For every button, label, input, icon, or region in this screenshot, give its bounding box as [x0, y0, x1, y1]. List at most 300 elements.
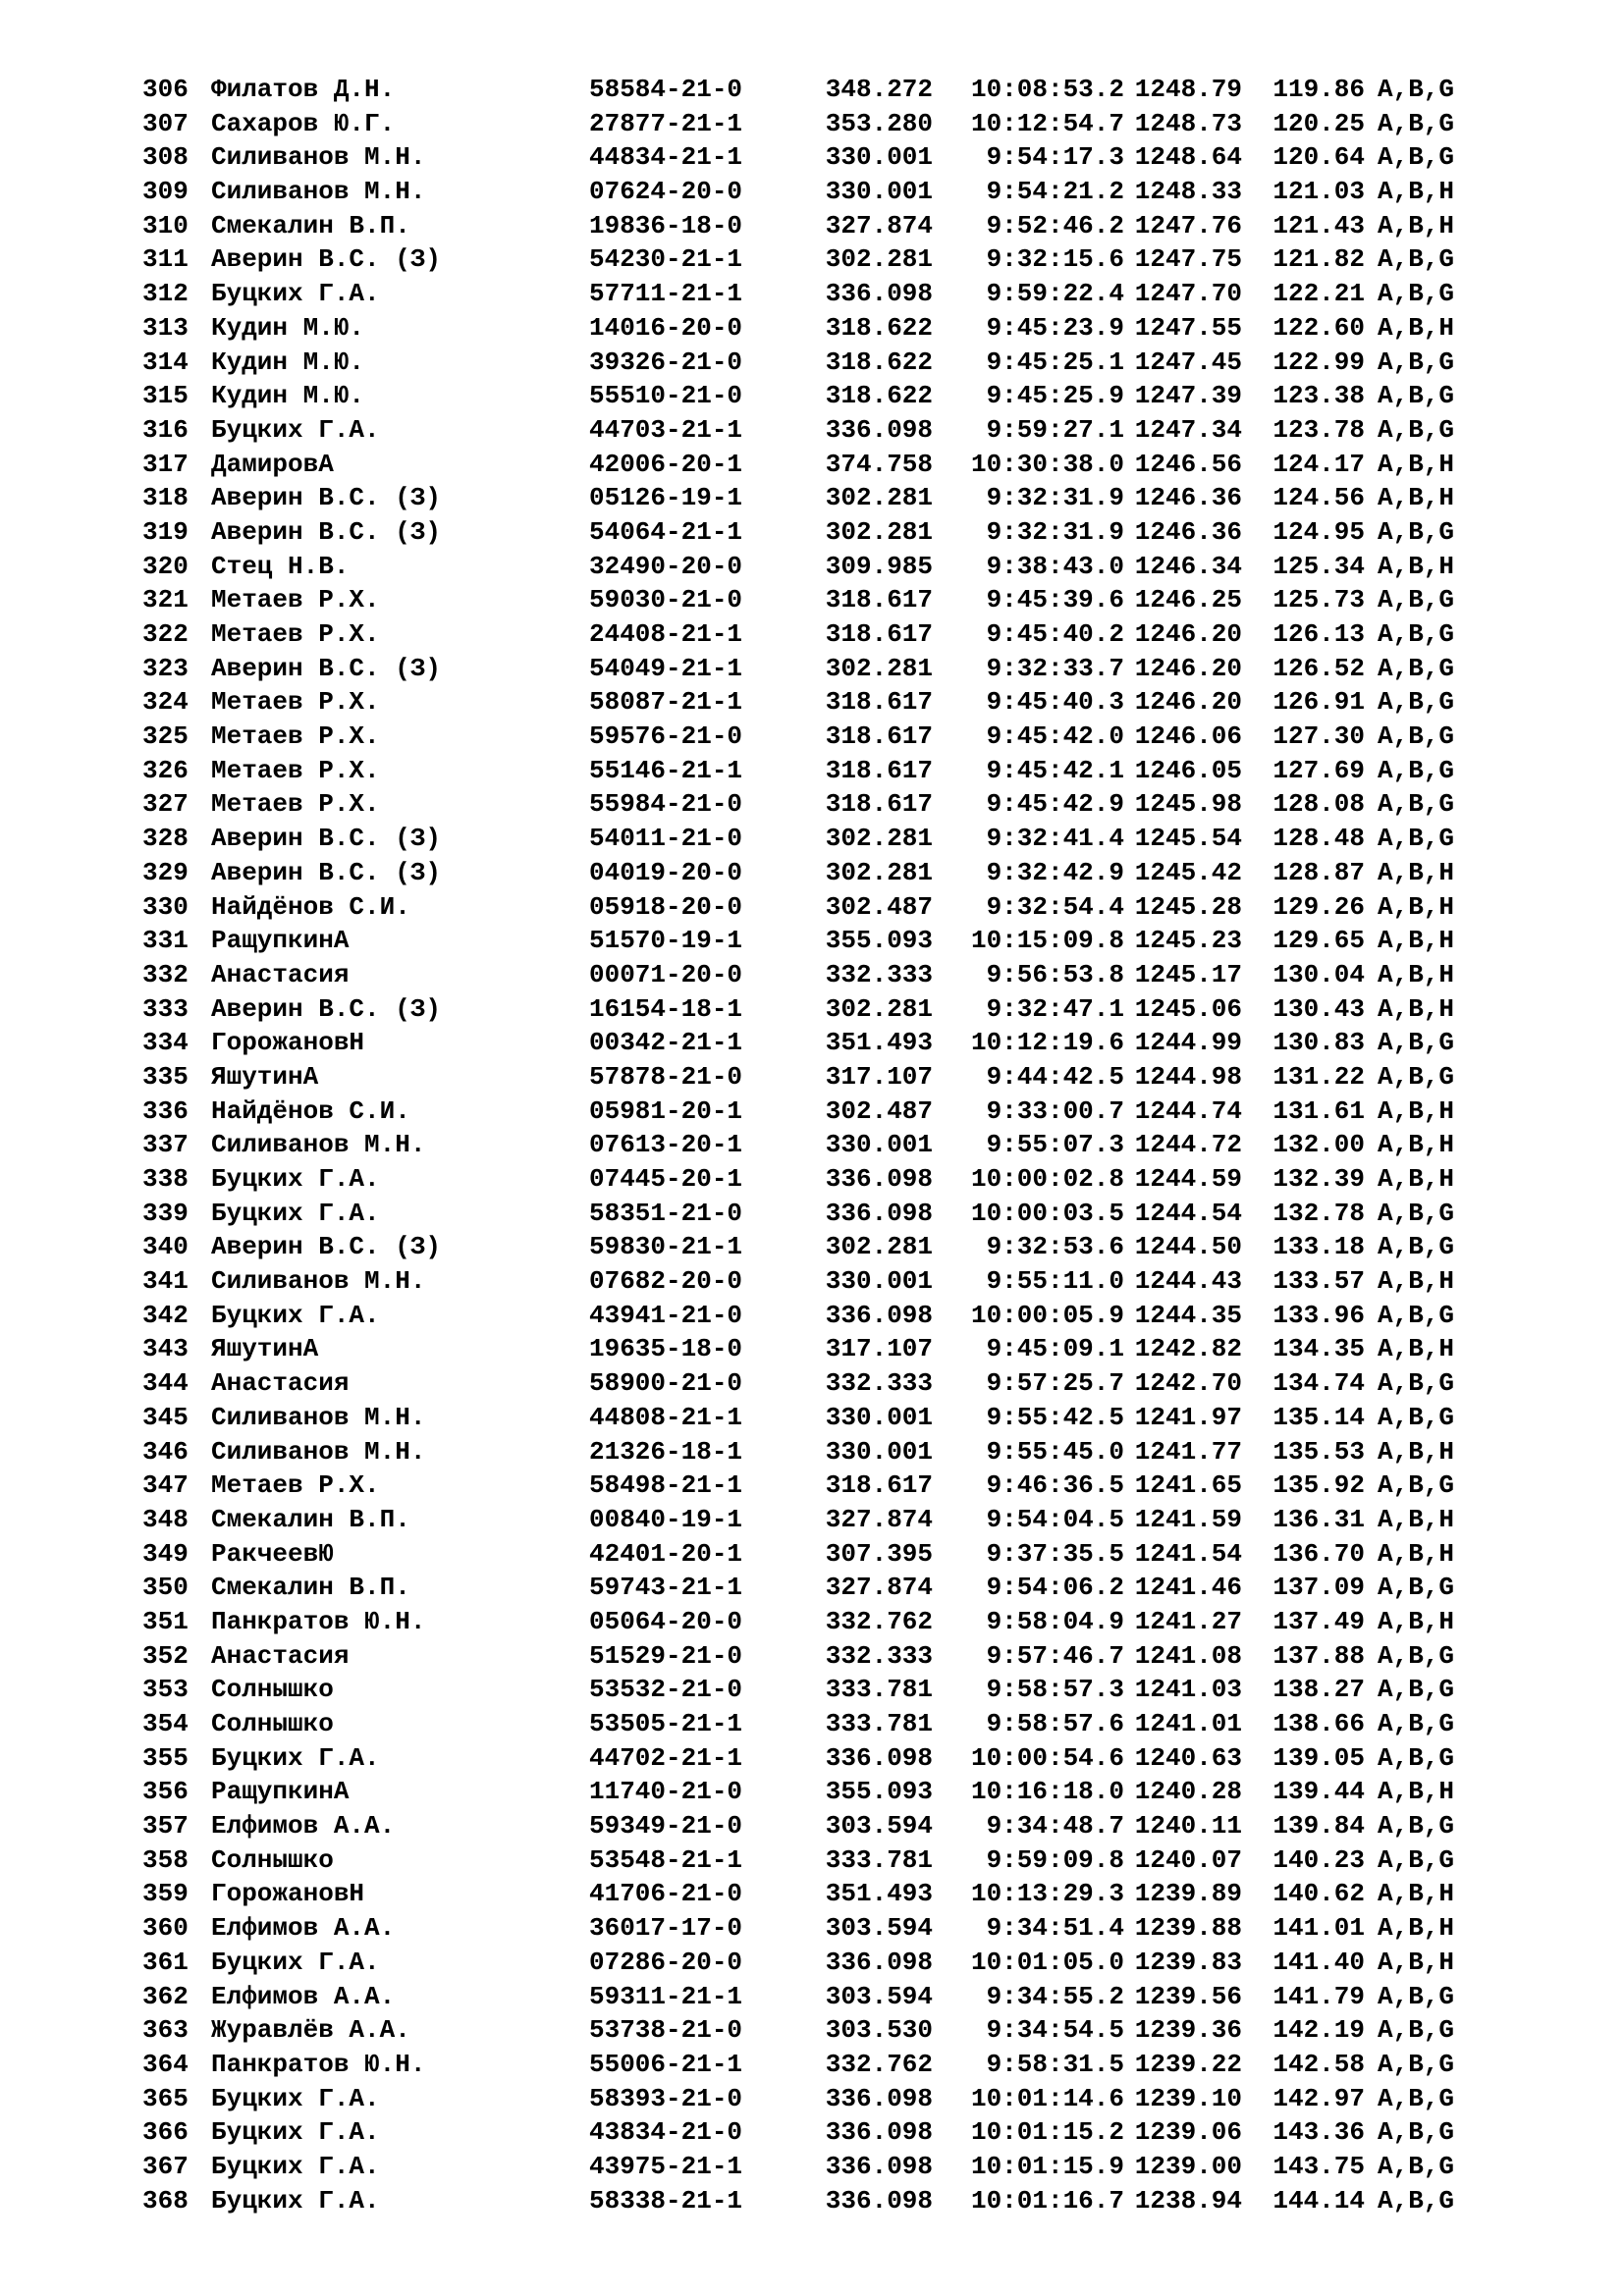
category-tags: A,B,G: [1378, 1844, 1455, 1875]
distance-km: 302.487: [825, 891, 933, 922]
distance-km: 318.617: [825, 721, 933, 752]
distance-km: 302.281: [825, 653, 933, 683]
category-tags: A,B,G: [1378, 1709, 1455, 1738]
arrival-time: 9:54:17.3: [986, 142, 1124, 173]
points-value: 122.21: [1272, 279, 1365, 309]
points-value: 127.69: [1272, 755, 1365, 785]
participant-name: Солнышко: [211, 1709, 334, 1738]
distance-km: 327.874: [825, 1573, 933, 1603]
points-value: 134.74: [1272, 1368, 1365, 1399]
speed-value: 1247.70: [1134, 279, 1242, 309]
table-row: [142, 992, 1454, 1027]
speed-value: 1239.89: [1134, 1879, 1242, 1909]
points-value: 130.04: [1272, 959, 1365, 989]
row-number: 317: [142, 449, 189, 479]
table-row: [142, 550, 1454, 584]
distance-km: 333.781: [825, 1844, 933, 1875]
table-row: [142, 1980, 1454, 2014]
arrival-time: 9:45:40.3: [986, 687, 1124, 718]
distance-km: 302.281: [825, 244, 933, 275]
ring-id: 59576-21-0: [589, 721, 743, 752]
participant-name: Буцких Г.А.: [211, 2185, 380, 2216]
category-tags: A,B,H: [1378, 1130, 1455, 1160]
table-row: [142, 1707, 1454, 1741]
ring-id: 21326-18-1: [589, 1436, 743, 1467]
speed-value: 1241.27: [1134, 1606, 1242, 1636]
distance-km: 302.281: [825, 1232, 933, 1262]
category-tags: A,B,H: [1378, 1538, 1455, 1569]
speed-value: 1239.36: [1134, 2015, 1242, 2046]
participant-name: Анастасия: [211, 1640, 350, 1671]
ring-id: 44834-21-1: [589, 142, 743, 173]
ring-id: 00342-21-1: [589, 1028, 743, 1058]
distance-km: 330.001: [825, 177, 933, 207]
category-tags: A,B,G: [1378, 2049, 1455, 2079]
arrival-time: 9:59:09.8: [986, 1844, 1124, 1875]
category-tags: A,B,G: [1378, 381, 1455, 411]
points-value: 139.05: [1272, 1742, 1365, 1773]
points-value: 141.01: [1272, 1913, 1365, 1944]
row-number: 364: [142, 2049, 189, 2079]
participant-name: Елфимов А.А.: [211, 1981, 396, 2011]
row-number: 367: [142, 2151, 189, 2181]
points-value: 131.22: [1272, 1061, 1365, 1092]
ring-id: 39326-21-0: [589, 347, 743, 377]
points-value: 127.30: [1272, 721, 1365, 752]
row-number: 318: [142, 483, 189, 513]
ring-id: 05064-20-0: [589, 1606, 743, 1636]
arrival-time: 9:32:54.4: [986, 891, 1124, 922]
ring-id: 42006-20-1: [589, 449, 743, 479]
table-row: [142, 2013, 1454, 2048]
category-tags: A,B,H: [1378, 993, 1455, 1024]
category-tags: A,B,G: [1378, 1981, 1455, 2011]
points-value: 130.83: [1272, 1028, 1365, 1058]
row-number: 328: [142, 824, 189, 854]
category-tags: A,B,G: [1378, 1573, 1455, 1603]
distance-km: 336.098: [825, 1300, 933, 1330]
points-value: 141.79: [1272, 1981, 1365, 2011]
points-value: 128.87: [1272, 857, 1365, 887]
distance-km: 336.098: [825, 1164, 933, 1194]
arrival-time: 9:34:51.4: [986, 1913, 1124, 1944]
row-number: 320: [142, 551, 189, 581]
category-tags: A,B,G: [1378, 1368, 1455, 1399]
distance-km: 302.281: [825, 993, 933, 1024]
distance-km: 336.098: [825, 2083, 933, 2113]
ring-id: 58351-21-0: [589, 1198, 743, 1228]
category-tags: A,B,H: [1378, 1913, 1455, 1944]
speed-value: 1245.54: [1134, 824, 1242, 854]
speed-value: 1247.55: [1134, 312, 1242, 343]
arrival-time: 10:08:53.2: [970, 75, 1124, 104]
speed-value: 1241.03: [1134, 1675, 1242, 1705]
participant-name: Буцких Г.А.: [211, 1300, 380, 1330]
arrival-time: 9:34:48.7: [986, 1811, 1124, 1842]
participant-name: ДамировА: [211, 449, 334, 479]
row-number: 368: [142, 2185, 189, 2216]
row-number: 340: [142, 1232, 189, 1262]
category-tags: A,B,G: [1378, 244, 1455, 275]
participant-name: ГорожановН: [211, 1879, 365, 1909]
category-tags: A,B,G: [1378, 142, 1455, 173]
arrival-time: 9:33:00.7: [986, 1095, 1124, 1126]
ring-id: 44702-21-1: [589, 1742, 743, 1773]
points-value: 136.31: [1272, 1504, 1365, 1534]
participant-name: Силиванов М.Н.: [211, 1436, 426, 1467]
distance-km: 332.762: [825, 2049, 933, 2079]
participant-name: Кудин М.Ю.: [211, 381, 365, 411]
ring-id: 05126-19-1: [589, 483, 743, 513]
distance-km: 330.001: [825, 1266, 933, 1297]
distance-km: 336.098: [825, 1742, 933, 1773]
ring-id: 54230-21-1: [589, 244, 743, 275]
arrival-time: 9:45:39.6: [986, 585, 1124, 615]
category-tags: A,B,G: [1378, 1300, 1455, 1330]
points-value: 132.39: [1272, 1164, 1365, 1194]
category-tags: A,B,H: [1378, 312, 1455, 343]
participant-name: Метаев Р.Х.: [211, 585, 380, 615]
category-tags: A,B,G: [1378, 789, 1455, 820]
arrival-time: 9:59:27.1: [986, 414, 1124, 445]
points-value: 125.34: [1272, 551, 1365, 581]
points-value: 139.84: [1272, 1811, 1365, 1842]
speed-value: 1246.20: [1134, 653, 1242, 683]
row-number: 313: [142, 312, 189, 343]
table-row: [142, 1230, 1454, 1264]
participant-name: Метаев Р.Х.: [211, 1470, 380, 1501]
table-row: [142, 140, 1454, 175]
ring-id: 19836-18-0: [589, 210, 743, 240]
participant-name: Силиванов М.Н.: [211, 1266, 426, 1297]
speed-value: 1246.25: [1134, 585, 1242, 615]
points-value: 126.13: [1272, 619, 1365, 649]
arrival-time: 9:58:04.9: [986, 1606, 1124, 1636]
table-row: [142, 1197, 1454, 1231]
table-row: [142, 73, 1454, 107]
row-number: 331: [142, 926, 189, 956]
distance-km: 351.493: [825, 1879, 933, 1909]
row-number: 350: [142, 1573, 189, 1603]
speed-value: 1241.08: [1134, 1640, 1242, 1671]
category-tags: A,B,H: [1378, 210, 1455, 240]
category-tags: A,B,G: [1378, 1232, 1455, 1262]
results-list: [142, 73, 1454, 2217]
arrival-time: 9:34:54.5: [986, 2015, 1124, 2046]
table-row: [142, 1946, 1454, 1980]
ring-id: 07445-20-1: [589, 1164, 743, 1194]
table-row: [142, 209, 1454, 243]
points-value: 124.56: [1272, 483, 1365, 513]
speed-value: 1246.36: [1134, 516, 1242, 547]
table-row: [142, 1673, 1454, 1707]
speed-value: 1244.59: [1134, 1164, 1242, 1194]
arrival-time: 9:52:46.2: [986, 210, 1124, 240]
ring-id: 32490-20-0: [589, 551, 743, 581]
category-tags: A,B,G: [1378, 2151, 1455, 2181]
arrival-time: 10:01:16.7: [970, 2185, 1124, 2216]
arrival-time: 10:01:15.2: [970, 2117, 1124, 2148]
arrival-time: 9:32:47.1: [986, 993, 1124, 1024]
category-tags: A,B,H: [1378, 1504, 1455, 1534]
participant-name: Аверин В.С. (З): [211, 993, 442, 1024]
participant-name: Буцких Г.А.: [211, 2083, 380, 2113]
category-tags: A,B,H: [1378, 1879, 1455, 1909]
points-value: 129.65: [1272, 926, 1365, 956]
distance-km: 318.617: [825, 789, 933, 820]
participant-name: Силиванов М.Н.: [211, 1130, 426, 1160]
participant-name: Аверин В.С. (З): [211, 857, 442, 887]
row-number: 357: [142, 1811, 189, 1842]
row-number: 335: [142, 1061, 189, 1092]
table-row: [142, 481, 1454, 515]
table-row: [142, 1503, 1454, 1537]
category-tags: A,B,G: [1378, 279, 1455, 309]
distance-km: 318.617: [825, 755, 933, 785]
speed-value: 1248.79: [1134, 75, 1242, 104]
speed-value: 1244.35: [1134, 1300, 1242, 1330]
participant-name: Аверин В.С. (З): [211, 653, 442, 683]
arrival-time: 9:54:04.5: [986, 1504, 1124, 1534]
row-number: 344: [142, 1368, 189, 1399]
table-row: [142, 1877, 1454, 1911]
row-number: 336: [142, 1095, 189, 1126]
arrival-time: 9:37:35.5: [986, 1538, 1124, 1569]
ring-id: 58087-21-1: [589, 687, 743, 718]
arrival-time: 10:16:18.0: [970, 1777, 1124, 1807]
row-number: 351: [142, 1606, 189, 1636]
participant-name: Сахаров Ю.Г.: [211, 108, 396, 138]
category-tags: A,B,G: [1378, 585, 1455, 615]
participant-name: Силиванов М.Н.: [211, 142, 426, 173]
participant-name: РащупкинА: [211, 926, 350, 956]
arrival-time: 9:44:42.5: [986, 1061, 1124, 1092]
table-row: [142, 175, 1454, 209]
category-tags: A,B,G: [1378, 347, 1455, 377]
participant-name: Силиванов М.Н.: [211, 1402, 426, 1432]
distance-km: 317.107: [825, 1334, 933, 1364]
table-row: [142, 1332, 1454, 1366]
ring-id: 43834-21-0: [589, 2117, 743, 2148]
arrival-time: 10:00:05.9: [970, 1300, 1124, 1330]
row-number: 342: [142, 1300, 189, 1330]
points-value: 137.09: [1272, 1573, 1365, 1603]
speed-value: 1240.63: [1134, 1742, 1242, 1773]
table-row: [142, 720, 1454, 754]
row-number: 319: [142, 516, 189, 547]
ring-id: 59311-21-1: [589, 1981, 743, 2011]
points-value: 122.60: [1272, 312, 1365, 343]
table-row: [142, 2082, 1454, 2116]
points-value: 121.03: [1272, 177, 1365, 207]
points-value: 131.61: [1272, 1095, 1365, 1126]
speed-value: 1244.98: [1134, 1061, 1242, 1092]
category-tags: A,B,H: [1378, 1436, 1455, 1467]
table-row: [142, 515, 1454, 550]
participant-name: Аверин В.С. (З): [211, 1232, 442, 1262]
row-number: 329: [142, 857, 189, 887]
participant-name: Елфимов А.А.: [211, 1913, 396, 1944]
row-number: 363: [142, 2015, 189, 2046]
row-number: 365: [142, 2083, 189, 2113]
ring-id: 53532-21-0: [589, 1675, 743, 1705]
distance-km: 336.098: [825, 2117, 933, 2148]
participant-name: Буцких Г.А.: [211, 1742, 380, 1773]
arrival-time: 10:12:19.6: [970, 1028, 1124, 1058]
speed-value: 1244.54: [1134, 1198, 1242, 1228]
category-tags: A,B,G: [1378, 2083, 1455, 2113]
distance-km: 332.333: [825, 959, 933, 989]
table-row: [142, 958, 1454, 992]
row-number: 349: [142, 1538, 189, 1569]
speed-value: 1244.43: [1134, 1266, 1242, 1297]
points-value: 132.78: [1272, 1198, 1365, 1228]
table-row: [142, 754, 1454, 788]
distance-km: 353.280: [825, 108, 933, 138]
arrival-time: 9:32:31.9: [986, 516, 1124, 547]
ring-id: 44808-21-1: [589, 1402, 743, 1432]
category-tags: A,B,G: [1378, 108, 1455, 138]
ring-id: 59030-21-0: [589, 585, 743, 615]
table-row: [142, 822, 1454, 856]
participant-name: Буцких Г.А.: [211, 1164, 380, 1194]
participant-name: Филатов Д.Н.: [211, 75, 396, 104]
participant-name: ГорожановН: [211, 1028, 365, 1058]
speed-value: 1248.33: [1134, 177, 1242, 207]
distance-km: 303.594: [825, 1811, 933, 1842]
arrival-time: 9:32:41.4: [986, 824, 1124, 854]
participant-name: Метаев Р.Х.: [211, 789, 380, 820]
speed-value: 1246.34: [1134, 551, 1242, 581]
row-number: 352: [142, 1640, 189, 1671]
category-tags: A,B,G: [1378, 1402, 1455, 1432]
ring-id: 43975-21-1: [589, 2151, 743, 2181]
speed-value: 1241.97: [1134, 1402, 1242, 1432]
row-number: 366: [142, 2117, 189, 2148]
points-value: 136.70: [1272, 1538, 1365, 1569]
ring-id: 16154-18-1: [589, 993, 743, 1024]
category-tags: A,B,H: [1378, 551, 1455, 581]
ring-id: 07613-20-1: [589, 1130, 743, 1160]
table-row: [142, 448, 1454, 482]
category-tags: A,B,G: [1378, 1470, 1455, 1501]
ring-id: 55984-21-0: [589, 789, 743, 820]
ring-id: 55146-21-1: [589, 755, 743, 785]
participant-name: Аверин В.С. (З): [211, 824, 442, 854]
ring-id: 54064-21-1: [589, 516, 743, 547]
participant-name: Анастасия: [211, 1368, 350, 1399]
distance-km: 327.874: [825, 1504, 933, 1534]
arrival-time: 9:56:53.8: [986, 959, 1124, 989]
distance-km: 348.272: [825, 75, 933, 104]
ring-id: 59743-21-1: [589, 1573, 743, 1603]
participant-name: Буцких Г.А.: [211, 279, 380, 309]
table-row: [142, 1639, 1454, 1674]
points-value: 135.14: [1272, 1402, 1365, 1432]
points-value: 120.25: [1272, 108, 1365, 138]
points-value: 124.17: [1272, 449, 1365, 479]
row-number: 358: [142, 1844, 189, 1875]
participant-name: Смекалин В.П.: [211, 210, 410, 240]
ring-id: 58584-21-0: [589, 75, 743, 104]
participant-name: Метаев Р.Х.: [211, 755, 380, 785]
arrival-time: 9:45:42.9: [986, 789, 1124, 820]
distance-km: 302.487: [825, 1095, 933, 1126]
arrival-time: 9:32:33.7: [986, 653, 1124, 683]
speed-value: 1245.06: [1134, 993, 1242, 1024]
arrival-time: 9:55:42.5: [986, 1402, 1124, 1432]
points-value: 135.53: [1272, 1436, 1365, 1467]
speed-value: 1238.94: [1134, 2185, 1242, 2216]
distance-km: 330.001: [825, 142, 933, 173]
ring-id: 51570-19-1: [589, 926, 743, 956]
category-tags: A,B,H: [1378, 1606, 1455, 1636]
speed-value: 1245.28: [1134, 891, 1242, 922]
participant-name: Аверин В.С. (З): [211, 244, 442, 275]
speed-value: 1239.06: [1134, 2117, 1242, 2148]
arrival-time: 9:45:42.0: [986, 721, 1124, 752]
distance-km: 303.594: [825, 1981, 933, 2011]
distance-km: 336.098: [825, 414, 933, 445]
distance-km: 336.098: [825, 2185, 933, 2216]
participant-name: Стец Н.В.: [211, 551, 350, 581]
speed-value: 1241.54: [1134, 1538, 1242, 1569]
category-tags: A,B,G: [1378, 1811, 1455, 1842]
ring-id: 55510-21-0: [589, 381, 743, 411]
ring-id: 58393-21-0: [589, 2083, 743, 2113]
table-row: [142, 856, 1454, 890]
speed-value: 1247.75: [1134, 244, 1242, 275]
points-value: 132.00: [1272, 1130, 1365, 1160]
arrival-time: 9:54:06.2: [986, 1573, 1124, 1603]
speed-value: 1246.20: [1134, 619, 1242, 649]
table-row: [142, 242, 1454, 277]
category-tags: A,B,H: [1378, 1334, 1455, 1364]
row-number: 355: [142, 1742, 189, 1773]
speed-value: 1239.83: [1134, 1947, 1242, 1977]
distance-km: 302.281: [825, 824, 933, 854]
arrival-time: 9:32:31.9: [986, 483, 1124, 513]
points-value: 137.49: [1272, 1606, 1365, 1636]
distance-km: 355.093: [825, 1777, 933, 1807]
category-tags: A,B,H: [1378, 1266, 1455, 1297]
speed-value: 1246.06: [1134, 721, 1242, 752]
ring-id: 05918-20-0: [589, 891, 743, 922]
ring-id: 53548-21-1: [589, 1844, 743, 1875]
category-tags: A,B,H: [1378, 449, 1455, 479]
distance-km: 332.333: [825, 1640, 933, 1671]
category-tags: A,B,G: [1378, 1061, 1455, 1092]
participant-name: Смекалин В.П.: [211, 1504, 410, 1534]
participant-name: ЯшутинА: [211, 1061, 319, 1092]
participant-name: Елфимов А.А.: [211, 1811, 396, 1842]
row-number: 314: [142, 347, 189, 377]
category-tags: A,B,G: [1378, 619, 1455, 649]
category-tags: A,B,G: [1378, 75, 1455, 104]
row-number: 327: [142, 789, 189, 820]
row-number: 348: [142, 1504, 189, 1534]
speed-value: 1245.17: [1134, 959, 1242, 989]
distance-km: 330.001: [825, 1130, 933, 1160]
distance-km: 318.617: [825, 687, 933, 718]
speed-value: 1239.00: [1134, 2151, 1242, 2181]
row-number: 316: [142, 414, 189, 445]
category-tags: A,B,G: [1378, 687, 1455, 718]
table-row: [142, 1775, 1454, 1809]
distance-km: 317.107: [825, 1061, 933, 1092]
speed-value: 1241.65: [1134, 1470, 1242, 1501]
category-tags: A,B,G: [1378, 1742, 1455, 1773]
